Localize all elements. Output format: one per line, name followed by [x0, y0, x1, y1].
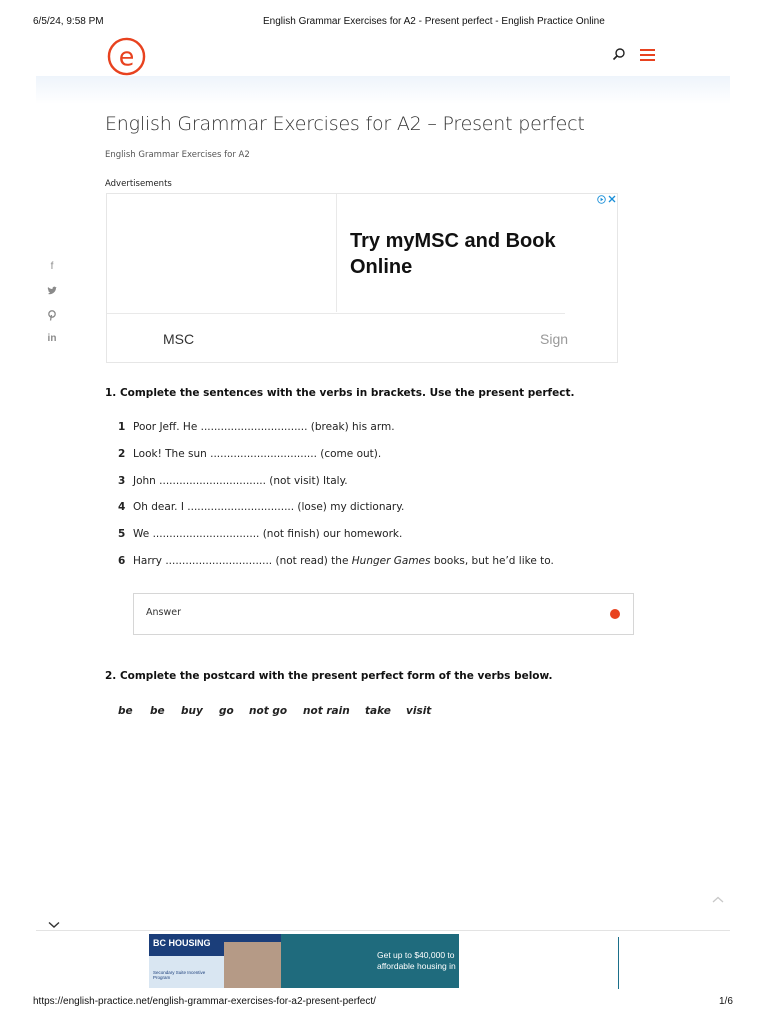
- bottom-divider: [36, 930, 730, 931]
- item-number: 3: [118, 475, 126, 487]
- bottom-ad-border: [618, 937, 619, 989]
- ad-choices-icon[interactable]: [597, 195, 606, 204]
- item-text: Oh dear. I ................................ (lose) my dictionary.: [133, 501, 405, 513]
- print-datetime: 6/5/24, 9:58 PM: [33, 16, 104, 27]
- word-bank-item: not go: [249, 705, 288, 717]
- exercise-item: [118, 528, 402, 540]
- bottom-ad-program: Secondary Suite Incentive Program: [153, 970, 206, 980]
- bottom-advertisement[interactable]: [149, 934, 459, 988]
- ad-brand[interactable]: MSC: [163, 331, 195, 347]
- ad-headline-line2: Online: [350, 256, 413, 278]
- item-text: We ................................ (not finish) our homework.: [133, 528, 403, 540]
- word-bank-item: be: [150, 705, 165, 717]
- breadcrumb[interactable]: English Grammar Exercises for A2: [105, 150, 250, 160]
- word-bank-item: buy: [181, 705, 203, 717]
- bottom-ad-text-line1: Get up to $40,000 to: [377, 950, 455, 960]
- word-bank-item: be: [118, 705, 133, 717]
- pinterest-icon[interactable]: [44, 310, 60, 321]
- print-doc-title: English Grammar Exercises for A2 - Present perfect - English Practice Online: [263, 16, 605, 27]
- item-number: 6: [118, 555, 126, 567]
- answer-expand-icon[interactable]: [610, 609, 620, 619]
- answer-toggle[interactable]: [133, 593, 634, 635]
- ad-headline-line1: Try myMSC and Book: [350, 230, 556, 252]
- exercise-2-heading: 2. Complete the postcard with the present perfect form of the verbs below.: [105, 670, 553, 682]
- ad-divider: [336, 194, 337, 312]
- bottom-ad-text: [377, 950, 456, 972]
- exercise-1-heading: 1. Complete the sentences with the verbs in brackets. Use the present perfect.: [105, 387, 575, 399]
- site-logo[interactable]: [107, 37, 146, 76]
- bottom-ad-text-line2: affordable housing in: [377, 961, 456, 971]
- item-number: 5: [118, 528, 126, 540]
- ads-label: Advertisements: [105, 179, 172, 189]
- ad-close-icon[interactable]: [608, 195, 616, 203]
- page-title: English Grammar Exercises for A2 – Present perfect: [105, 113, 585, 135]
- word-bank-item: go: [219, 705, 234, 717]
- item-number: 2: [118, 448, 126, 460]
- item-number: 1: [118, 421, 126, 433]
- exercise-item: [118, 555, 554, 567]
- twitter-icon[interactable]: [44, 286, 60, 296]
- answer-label[interactable]: Answer: [146, 607, 181, 618]
- ad-cta-button[interactable]: Sign: [540, 331, 569, 347]
- bottom-ad-brand: BC HOUSING: [153, 938, 211, 948]
- item-text: Harry ................................ (not read) the: [133, 555, 352, 567]
- hamburger-menu-icon[interactable]: [640, 49, 655, 61]
- word-bank-item: take: [365, 705, 391, 717]
- ad-divider: [107, 313, 565, 314]
- bottom-ad-photo: [224, 942, 284, 988]
- exercise-item: [118, 475, 348, 487]
- exercise-item: [118, 501, 404, 513]
- exercise-item: [118, 448, 381, 460]
- item-number: 4: [118, 501, 126, 513]
- scroll-up-chevron-icon[interactable]: [711, 895, 725, 905]
- item-text: Look! The sun ................................ (come out).: [133, 448, 382, 460]
- search-icon[interactable]: [612, 47, 626, 61]
- item-text: John ................................ (not visit) Italy.: [133, 475, 348, 487]
- print-page-number: 1/6: [719, 996, 733, 1007]
- linkedin-icon[interactable]: in: [47, 333, 57, 344]
- item-book-title: Hunger Games: [351, 555, 431, 567]
- ad-headline[interactable]: [350, 228, 564, 280]
- facebook-icon[interactable]: f: [50, 261, 54, 272]
- item-text: Poor Jeff. He ................................ (break) his arm.: [133, 421, 395, 433]
- header-shadow: [36, 76, 730, 104]
- print-url: https://english-practice.net/english-grammar-exercises-for-a2-present-perfect/: [33, 996, 376, 1007]
- word-bank-item: not rain: [303, 705, 350, 717]
- logo-letter: e: [118, 41, 135, 72]
- word-bank-item: visit: [406, 705, 432, 717]
- exercise-item: [118, 421, 395, 433]
- chevron-down-icon[interactable]: [47, 920, 61, 930]
- item-text-end: books, but he’d like to.: [430, 555, 554, 567]
